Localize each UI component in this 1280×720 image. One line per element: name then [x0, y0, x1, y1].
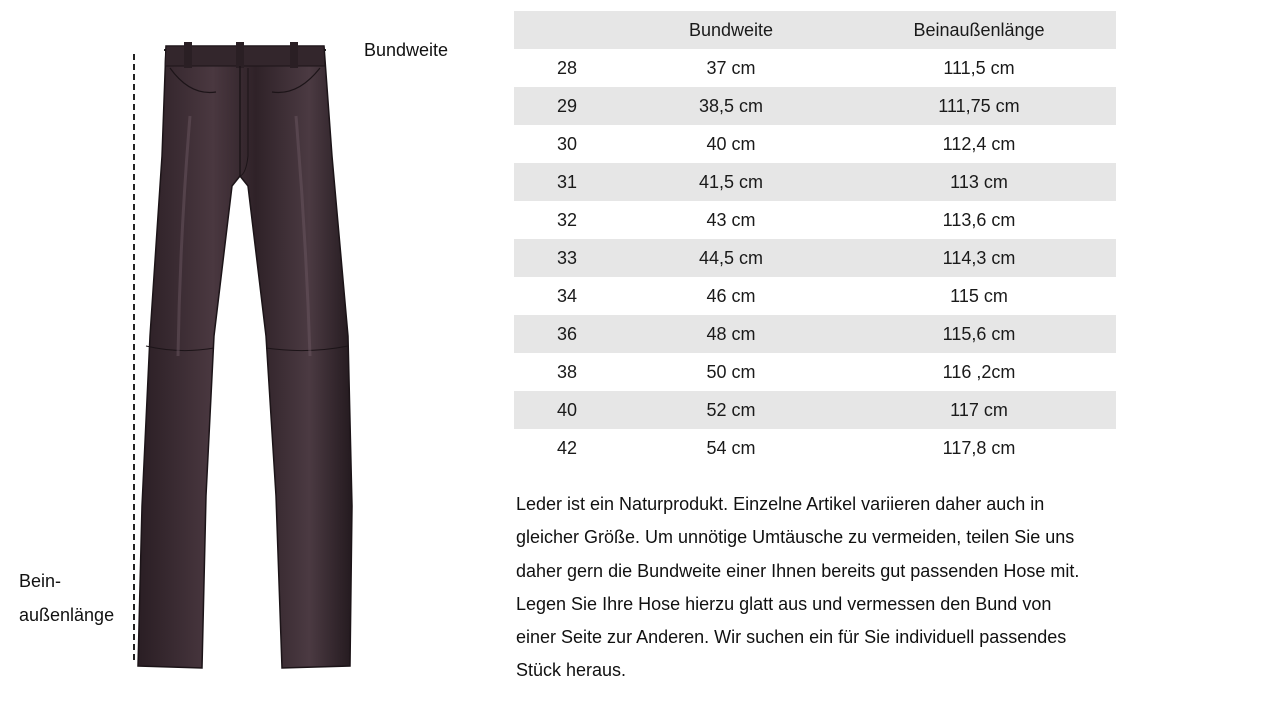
- size-cell: 31: [514, 163, 620, 201]
- size-cell: 36: [514, 315, 620, 353]
- note-line: einer Seite zur Anderen. Wir suchen ein für Sie individuell passendes: [516, 627, 1067, 648]
- table-row: [514, 315, 1116, 353]
- outseam-cell: 113,6 cm: [942, 209, 1016, 230]
- table-row: [514, 87, 1116, 125]
- size-cell: 29: [514, 87, 620, 125]
- table-row: [514, 429, 1116, 467]
- waist-cell: 37 cm: [706, 57, 756, 78]
- waist-width-label: Bundweite: [364, 40, 449, 60]
- table-row: [514, 125, 1116, 163]
- note-line: gleicher Größe. Um unnötige Umtäusche zu vermeiden, teilen Sie uns: [516, 527, 1075, 548]
- outseam-label-line1: Bein-: [19, 571, 62, 591]
- note-line: Leder ist ein Naturprodukt. Einzelne Artikel variieren daher auch in: [516, 494, 1045, 514]
- table-row: [514, 239, 1116, 277]
- size-cell: 30: [556, 133, 578, 154]
- care-note-paragraph: [516, 488, 1156, 688]
- outseam-cell: 117,8 cm: [942, 437, 1016, 458]
- waist-cell: 48 cm: [620, 315, 842, 353]
- table-row: [514, 163, 1116, 201]
- size-cell: 38: [556, 361, 578, 382]
- waist-cell: 44,5 cm: [620, 239, 842, 277]
- header-outseam: Beinaußenlänge: [842, 11, 1116, 49]
- waist-cell: 40 cm: [706, 133, 756, 154]
- outseam-cell: 114,3 cm: [842, 239, 1116, 277]
- size-cell: 32: [556, 209, 578, 230]
- size-chart-table: [514, 11, 1116, 467]
- outseam-cell: 112,4 cm: [942, 133, 1016, 154]
- size-cell: 42: [556, 437, 578, 458]
- outseam-length-label: [19, 564, 114, 632]
- table-row: [514, 353, 1116, 391]
- waist-cell: 54 cm: [706, 437, 756, 458]
- outseam-cell: 111,75 cm: [842, 87, 1116, 125]
- table-row: [514, 49, 1116, 87]
- outseam-cell: 113 cm: [842, 163, 1116, 201]
- table-row: [514, 391, 1116, 429]
- outseam-cell: 111,5 cm: [943, 57, 1015, 78]
- note-line: daher gern die Bundweite einer Ihnen bereits gut passenden Hose mit.: [516, 560, 1080, 581]
- note-line: Stück heraus.: [516, 660, 627, 681]
- waist-cell: 38,5 cm: [620, 87, 842, 125]
- size-cell: 28: [556, 57, 578, 78]
- header-size: [514, 11, 620, 49]
- table-row: [514, 201, 1116, 239]
- waist-cell: 41,5 cm: [620, 163, 842, 201]
- size-cell: 33: [514, 239, 620, 277]
- note-line: Legen Sie Ihre Hose hierzu glatt aus und vermessen den Bund von: [516, 593, 1052, 614]
- pants-body: [138, 46, 352, 668]
- table-row: [514, 277, 1116, 315]
- header-waist: Bundweite: [620, 11, 842, 49]
- waist-cell: 43 cm: [706, 209, 756, 230]
- outseam-cell: 115 cm: [950, 285, 1008, 306]
- waist-cell: 46 cm: [706, 285, 756, 306]
- outseam-cell: 116 ,2cm: [942, 361, 1016, 382]
- size-cell: 40: [514, 391, 620, 429]
- outseam-cell: 117 cm: [842, 391, 1116, 429]
- outseam-label-line2: außenlänge: [19, 605, 115, 625]
- waist-cell: 52 cm: [620, 391, 842, 429]
- leather-pants-image: [120, 36, 360, 676]
- size-cell: 34: [556, 285, 578, 306]
- outseam-cell: 115,6 cm: [842, 315, 1116, 353]
- table-header-row: [514, 11, 1116, 49]
- waist-cell: 50 cm: [706, 361, 756, 382]
